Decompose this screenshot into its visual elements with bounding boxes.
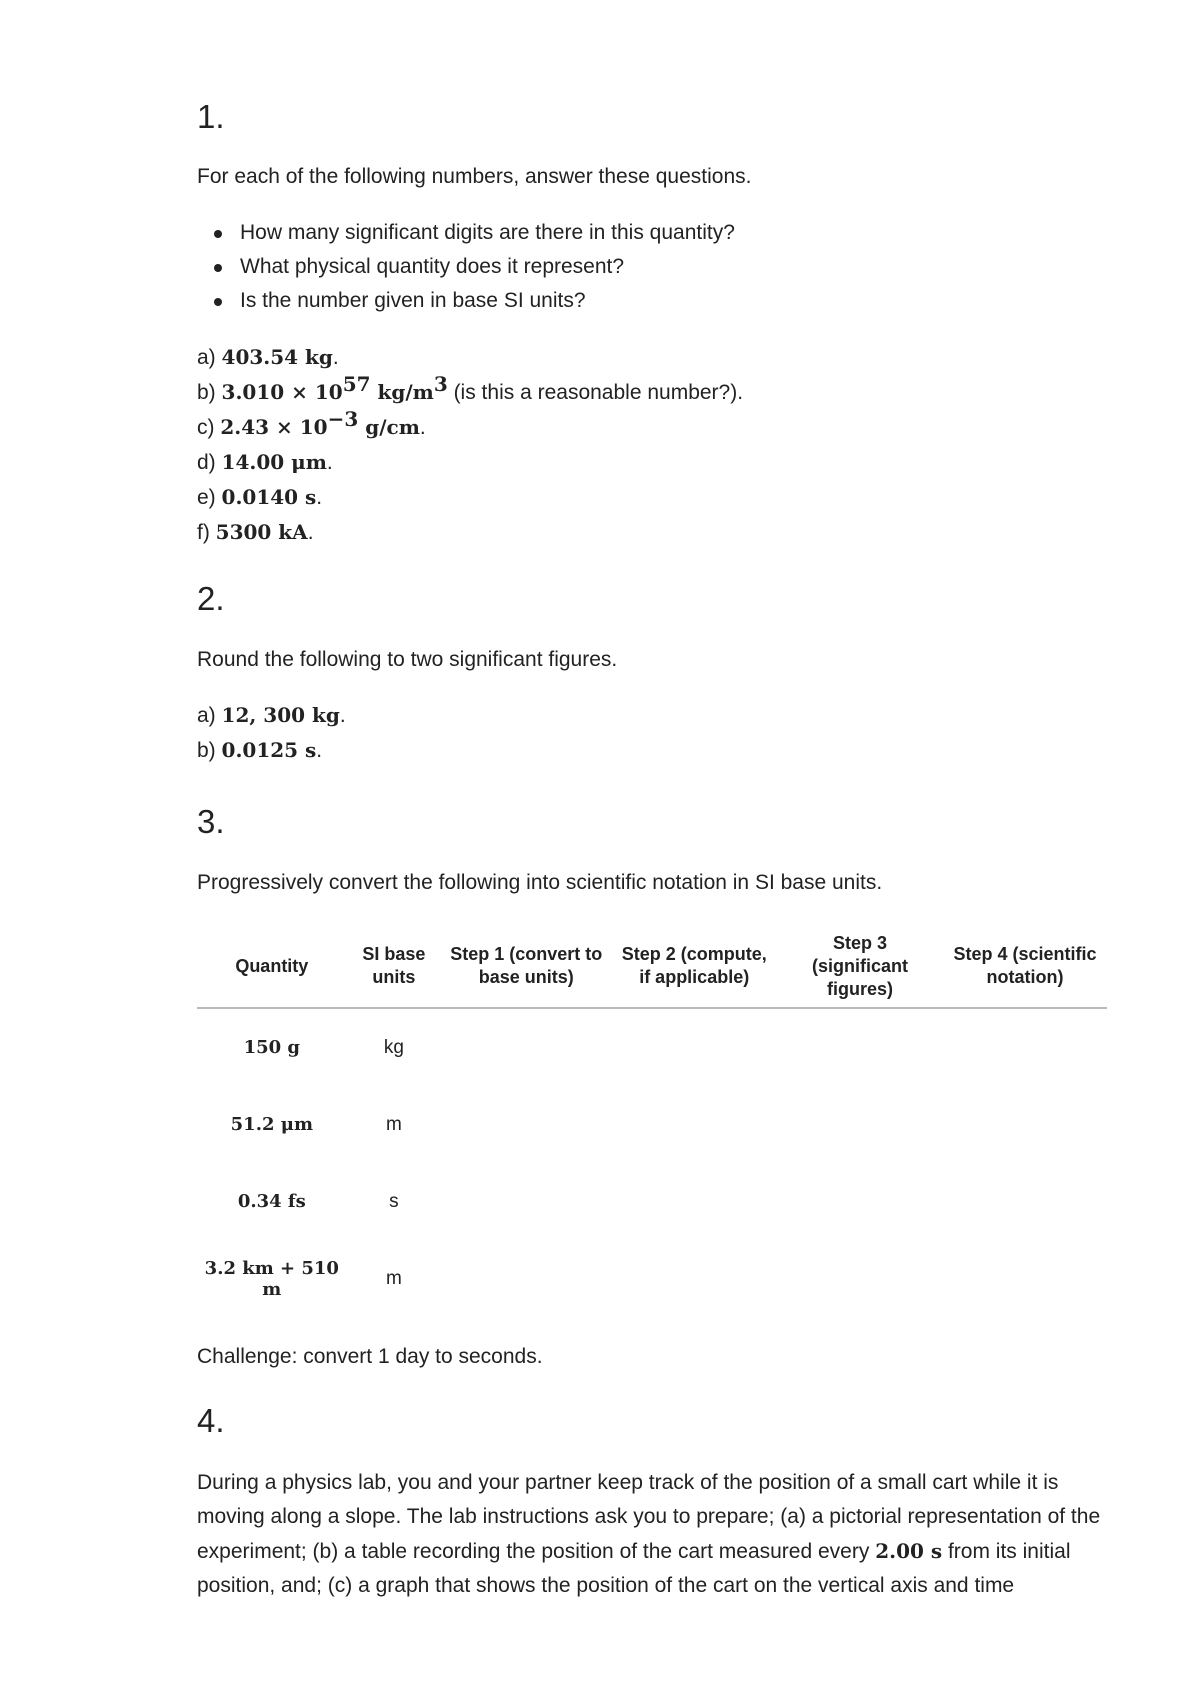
empty-cell[interactable] (943, 1240, 1107, 1317)
empty-cell[interactable] (777, 1163, 943, 1240)
quantity-cell: 51.2 μm (230, 1114, 313, 1135)
q1-bullet-list (197, 216, 735, 318)
q1-item-a: a) 403.54 kg. (197, 345, 339, 369)
conversion-table (197, 925, 1107, 1317)
q1-item-d: d) 14.00 μm. (197, 450, 333, 474)
empty-cell[interactable] (441, 1240, 611, 1317)
table-row (197, 1086, 1107, 1163)
empty-cell[interactable] (777, 1086, 943, 1163)
quantity-cell: 3.2 km + 510 m (204, 1257, 339, 1300)
unit-cell: s (389, 1190, 399, 1212)
q3-intro: Progressively convert the following into scientific notation in SI base units. (197, 871, 883, 894)
q1-item-e: e) 0.0140 s. (197, 485, 323, 509)
q1-bullet: What physical quantity does it represent? (197, 250, 735, 284)
empty-cell[interactable] (777, 1008, 943, 1086)
table-header: Step 1 (convert to base units) (441, 925, 611, 1008)
empty-cell[interactable] (943, 1086, 1107, 1163)
unit-cell: kg (383, 1036, 404, 1058)
empty-cell[interactable] (943, 1008, 1107, 1086)
q1-intro: For each of the following numbers, answer these questions. (197, 165, 752, 188)
table-header: Step 2 (compute, if applicable) (611, 925, 777, 1008)
q3-challenge: Challenge: convert 1 day to seconds. (197, 1345, 543, 1368)
empty-cell[interactable] (777, 1240, 943, 1317)
q1-items (197, 340, 743, 550)
q2-items (197, 698, 346, 768)
q1-bullet: Is the number given in base SI units? (197, 284, 735, 318)
table-header-row (197, 925, 1107, 1008)
table-row (197, 1163, 1107, 1240)
quantity-cell: 150 g (243, 1037, 301, 1058)
table-row (197, 1240, 1107, 1317)
table-header: Step 4 (scientific notation) (943, 925, 1107, 1008)
empty-cell[interactable] (441, 1163, 611, 1240)
q1-heading: 1. (197, 98, 225, 135)
q1-item-f: f) 5300 kA. (197, 520, 314, 544)
q1-bullet: How many significant digits are there in this quantity? (197, 216, 735, 250)
table-row (197, 1008, 1107, 1086)
empty-cell[interactable] (611, 1086, 777, 1163)
empty-cell[interactable] (611, 1163, 777, 1240)
quantity-cell: 0.34 fs (237, 1191, 306, 1212)
q2-heading: 2. (197, 580, 225, 617)
empty-cell[interactable] (611, 1008, 777, 1086)
table-header: Quantity (197, 925, 347, 1008)
q2-item-a: a) 12, 300 kg. (197, 703, 346, 727)
empty-cell[interactable] (611, 1240, 777, 1317)
q4-paragraph: During a physics lab, you and your partner keep track of the position of a small cart while it is moving along a slope. The lab instructions ask you to prepare; (a) a pictorial representation of the experiment; (b) a table recording the position of the cart measured every 2.00 s from its initial position, and; (c) a graph that shows the position of the cart on the vertical axis and time (197, 1471, 1101, 1597)
empty-cell[interactable] (441, 1008, 611, 1086)
q2-item-b: b) 0.0125 s. (197, 738, 323, 762)
q3-heading: 3. (197, 803, 225, 840)
q1-item-b: b) $3.010 \times 10^{57}$ $kg/m^3$ (is this a reasonable number?). (197, 372, 744, 404)
empty-cell[interactable] (943, 1163, 1107, 1240)
q4-heading: 4. (197, 1402, 225, 1439)
table-header: SI base units (347, 925, 441, 1008)
unit-cell: m (385, 1267, 402, 1289)
empty-cell[interactable] (441, 1086, 611, 1163)
q2-intro: Round the following to two significant figures. (197, 648, 618, 671)
q1-item-c: c) $2.43 \times 10^{-3}$ g/cm. (197, 407, 426, 439)
unit-cell: m (385, 1113, 402, 1135)
table-header: Step 3 (significant figures) (777, 925, 943, 1008)
